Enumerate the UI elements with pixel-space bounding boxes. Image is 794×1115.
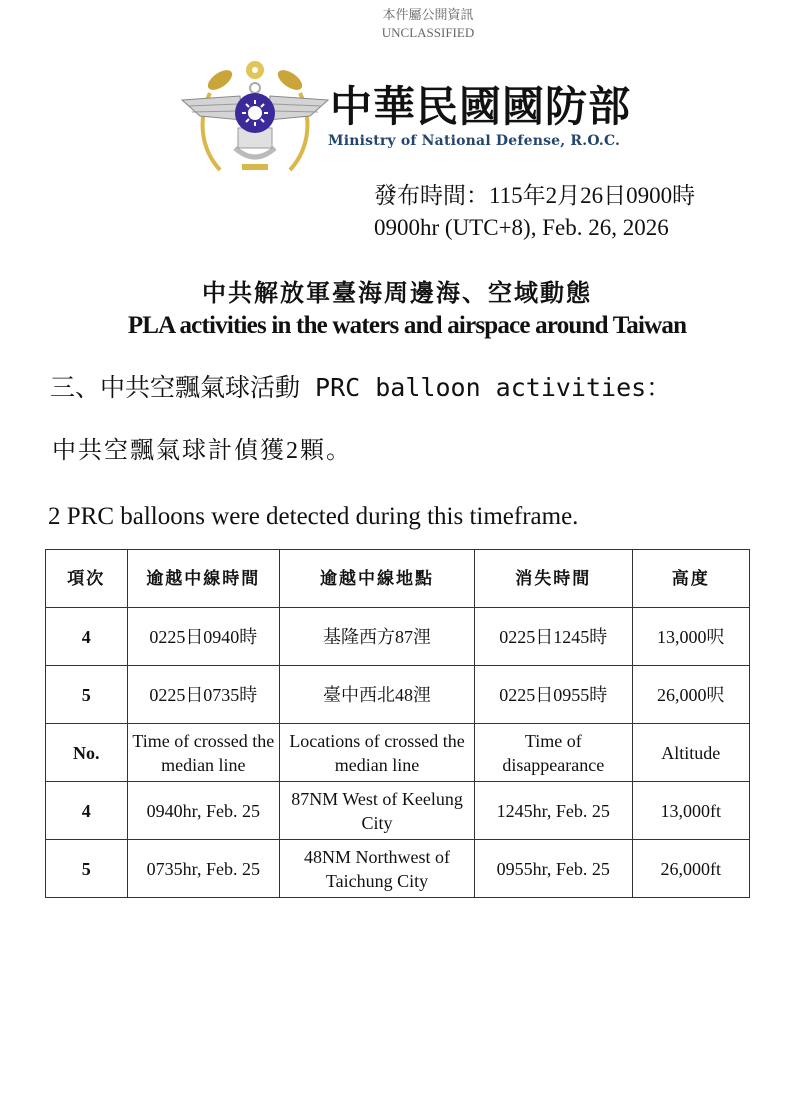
- cell-cross-time: 0225日0940時: [127, 608, 280, 666]
- table-header-en: [46, 724, 750, 782]
- cell-cross-time: 0940hr, Feb. 25: [127, 782, 280, 840]
- table-header-zh: [46, 550, 750, 608]
- cell-cross-time: 0735hr, Feb. 25: [127, 840, 280, 898]
- cell-no: 5: [46, 840, 128, 898]
- summary-zh: 中共空飄氣球計偵獲2顆。: [52, 438, 352, 464]
- classification-en: UNCLASSIFIED: [381, 25, 475, 40]
- table-row: [46, 666, 750, 724]
- publish-time-zh: 發布時間：115年2月26日0900時: [374, 183, 696, 208]
- cell-altitude: 26,000呎: [632, 666, 749, 724]
- publish-time: [374, 180, 695, 244]
- cell-disappear-time: 0955hr, Feb. 25: [475, 840, 633, 898]
- header-cell: 高度: [632, 550, 749, 608]
- cell-location: 臺中西北48浬: [280, 666, 475, 724]
- mnd-emblem-icon: [180, 58, 330, 176]
- org-name-zh: 中華民國國防部: [330, 82, 632, 131]
- cell-disappear-time: 1245hr, Feb. 25: [475, 782, 633, 840]
- classification-zh: 本件屬公開資訊: [382, 7, 474, 22]
- cell-no: 4: [46, 782, 128, 840]
- page-title-en: PLA activities in the waters and airspace around Taiwan: [127, 312, 687, 339]
- header-cell: 消失時間: [475, 550, 633, 608]
- section-heading: 三、中共空飄氣球活動 PRC balloon activities：: [50, 373, 672, 402]
- header-cell: 逾越中線地點: [280, 550, 475, 608]
- page-title-zh: 中共解放軍臺海周邊海、空域動態: [202, 281, 592, 307]
- header-cell: Altitude: [632, 724, 749, 782]
- header-cell: Locations of crossed the median line: [280, 724, 475, 782]
- publish-time-en: 0900hr (UTC+8), Feb. 26, 2026: [374, 215, 669, 240]
- header-cell: 項次: [46, 550, 128, 608]
- header-cell: Time of crossed the median line: [127, 724, 280, 782]
- org-name-en: Ministry of National Defense, R.O.C.: [328, 133, 621, 149]
- header-cell: No.: [46, 724, 128, 782]
- cell-cross-time: 0225日0735時: [127, 666, 280, 724]
- cell-altitude: 13,000ft: [632, 782, 749, 840]
- balloon-table: [45, 549, 750, 898]
- summary-en: 2 PRC balloons were detected during this timeframe.: [48, 503, 579, 530]
- cell-location: 87NM West of Keelung City: [280, 782, 475, 840]
- table-row: [46, 840, 750, 898]
- table-row: [46, 782, 750, 840]
- classification-label: [0, 6, 794, 42]
- table-row: [46, 608, 750, 666]
- cell-altitude: 13,000呎: [632, 608, 749, 666]
- cell-disappear-time: 0225日1245時: [475, 608, 633, 666]
- header-cell: Time of disappearance: [475, 724, 633, 782]
- cell-disappear-time: 0225日0955時: [475, 666, 633, 724]
- cell-altitude: 26,000ft: [632, 840, 749, 898]
- cell-no: 5: [46, 666, 128, 724]
- header-cell: 逾越中線時間: [127, 550, 280, 608]
- cell-no: 4: [46, 608, 128, 666]
- cell-location: 48NM Northwest of Taichung City: [280, 840, 475, 898]
- cell-location: 基隆西方87浬: [280, 608, 475, 666]
